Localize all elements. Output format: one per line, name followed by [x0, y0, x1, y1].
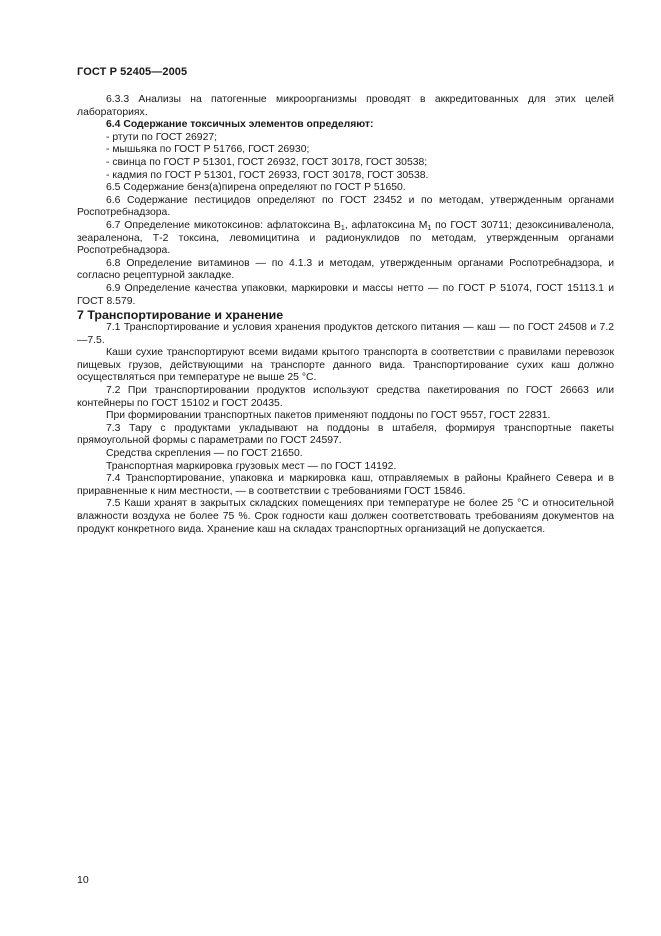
- paragraph-6-4: 6.4 Содержание токсичных элементов определяют:: [106, 119, 374, 131]
- subscript-2: 1: [427, 224, 432, 232]
- paragraph-7-2: 7.2 При транспортировании продуктов используют средства пакетирования по ГОСТ 26663 или контейнеры по ГОСТ 15102 и ГОСТ 20435.: [77, 385, 614, 409]
- paragraph-7-4: 7.4 Транспортирование, упаковка и маркировка каш, отправляемых в районы Крайнего Севера и в приравненные к ним местности, — в соответствии с требованиями ГОСТ 15846.: [77, 473, 614, 497]
- list-item: - мышьяка по ГОСТ Р 51766, ГОСТ 26930;: [106, 144, 310, 156]
- section-7-title: 7 Транспортирование и хранение: [77, 308, 284, 323]
- paragraph-7-2-b: При формировании транспортных пакетов применяют поддоны по ГОСТ 9557, ГОСТ 22831.: [106, 410, 551, 422]
- paragraph-7-3-c: Транспортная маркировка грузовых мест — по ГОСТ 14192.: [106, 460, 397, 472]
- paragraph-6-9: 6.9 Определение качества упаковки, маркировки и массы нетто — по ГОСТ Р 51074, ГОСТ 15113.1 и ГОСТ 8.579.: [77, 282, 614, 307]
- paragraph-6-8: 6.8 Определение витаминов — по 4.1.3 и методам, утвержденным органами Роспотребнадзора, и согласно рецептурной закладке.: [77, 257, 614, 282]
- list-item: - свинца по ГОСТ Р 51301, ГОСТ 26932, ГОСТ 30178, ГОСТ 30538;: [106, 156, 428, 168]
- list-item: - кадмия по ГОСТ Р 51301, ГОСТ 26933, ГОСТ 30178, ГОСТ 30538.: [106, 169, 429, 181]
- document-header: ГОСТ Р 52405—2005: [77, 66, 188, 78]
- paragraph-6-7: [77, 220, 614, 258]
- paragraph-6-7-part-b: , афлатоксина М: [344, 219, 428, 231]
- list-item: - ртути по ГОСТ 26927;: [106, 131, 218, 143]
- page-number: 10: [77, 874, 89, 886]
- paragraph-7-1: 7.1 Транспортирование и условия хранения продуктов детского питания — каш — по ГОСТ 24508 и 7.2—7.5.: [77, 322, 614, 346]
- paragraph-6-6: 6.6 Содержание пестицидов определяют по ГОСТ 23452 и по методам, утвержденным органами Роспотребнадзора.: [77, 194, 614, 219]
- paragraph-7-1-b: Каши сухие транспортируют всеми видами крытого транспорта в соответствии с правилами перевозок пищевых грузов, действующими на транспорте данного вида. Транспортирование сухих каш должно осуществляться при температуре не выше 25 °С.: [77, 347, 614, 384]
- paragraph-6-7-part-c: по ГОСТ 30711; дезоксиниваленола, зеараленона, Т-2 токсина, левомицитина и радионуклидов по методам, утвержденным органами Роспотребнадзора.: [77, 219, 614, 257]
- paragraph-7-3-b: Средства скрепления — по ГОСТ 21650.: [106, 448, 303, 460]
- subscript-1: 1: [340, 224, 345, 232]
- paragraph-6-3-3: 6.3.3 Анализы на патогенные микроорганизмы проводят в аккредитованных для этих целей лабораториях.: [77, 94, 614, 118]
- paragraph-6-5: 6.5 Содержание бенз(а)пирена определяют по ГОСТ Р 51650.: [106, 182, 406, 194]
- document-body: [77, 94, 614, 536]
- paragraph-7-3: 7.3 Тару с продуктами укладывают на поддоны в штабеля, формируя транспортные пакеты прямоугольной формы с параметрами по ГОСТ 24597.: [77, 422, 614, 447]
- paragraph-6-7-part-a: 6.7 Определение микотоксинов: афлатоксина В: [106, 219, 341, 231]
- paragraph-7-5: 7.5 Каши хранят в закрытых складских помещениях при температуре не более 25 °С и относительной влажности воздуха не более 75 %. Срок годности каш должен соответствовать требованиям документов на продукт конкретного вида. Хранение каш на складах транспортных организаций не допускается.: [77, 498, 614, 535]
